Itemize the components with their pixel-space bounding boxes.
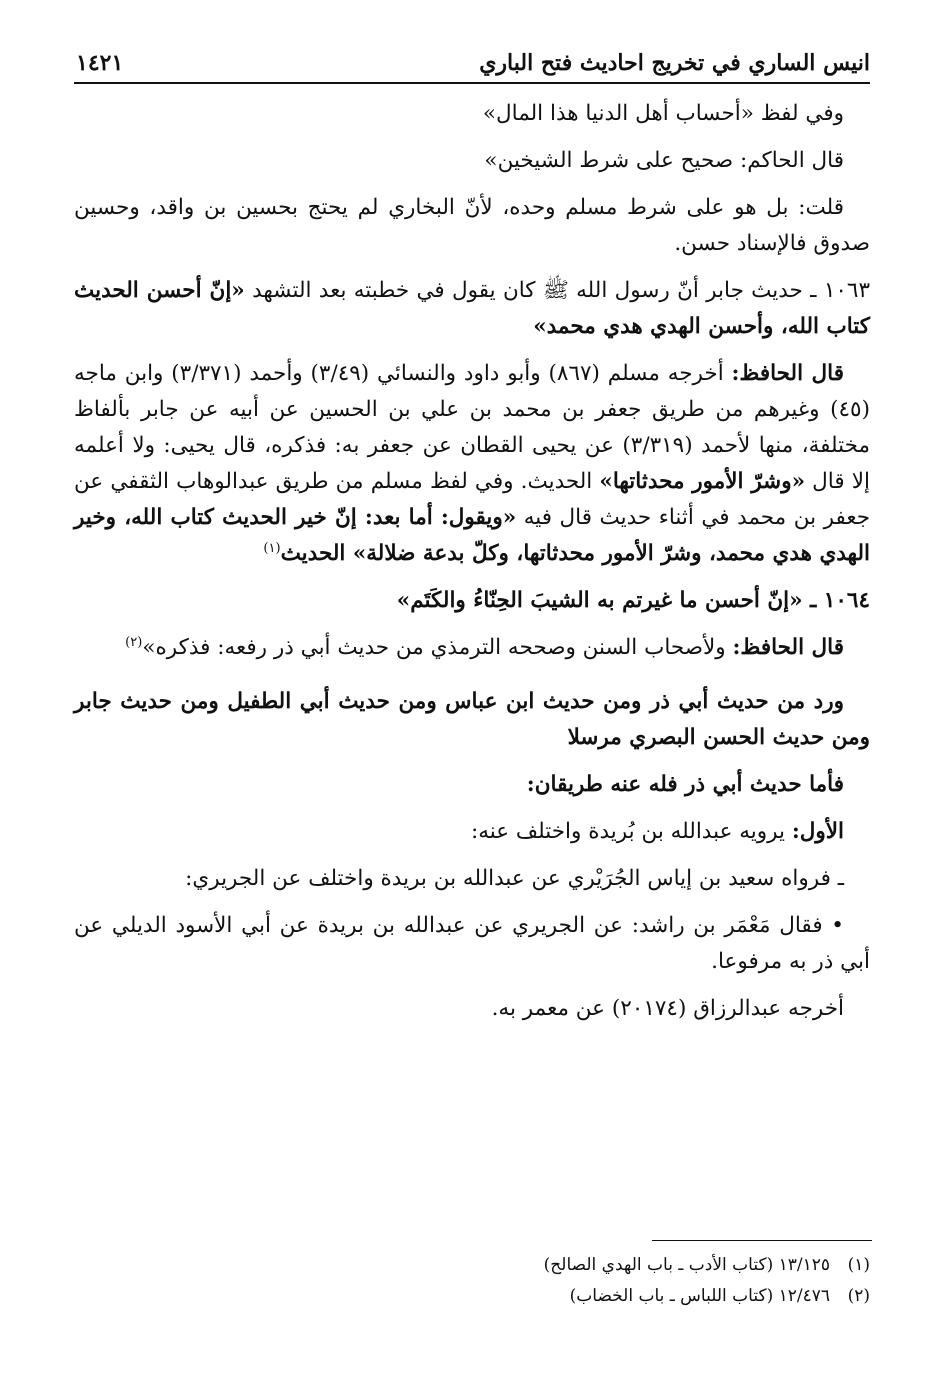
book-title: انيس الساري في تخريج احاديث فتح الباري [479, 50, 870, 76]
page-number: ١٤٢١ [76, 50, 124, 76]
paragraph-awwal: الأول: يرويه عبدالله بن بُريدة واختلف عنه: [470, 819, 844, 844]
paragraph-hafiz-1064: قال الحافظ: ولأصحاب السنن وصححه الترمذي من حديث أبي ذر رفعه: فذكره»$^{(٢)}$ [125, 634, 844, 660]
paragraph-hakim: قال الحاكم: صحيح على شرط الشيخين» [484, 148, 844, 173]
footnote-1: (١)١٣/١٢٥ (كتاب الأدب ـ باب الهدي الصالح) [543, 1255, 870, 1275]
paragraph-abdurrazzaq: أخرجه عبدالرزاق (٢٠١٧٤) عن معمر به. [491, 996, 844, 1021]
paragraph-jurayri: ـ فرواه سعيد بن إياس الجُرَيْري عن عبدالله بن بريدة واختلف عن الجريري: [185, 866, 844, 891]
running-header [76, 40, 870, 76]
footnotes [74, 1250, 870, 1312]
hadith-1063: ١٠٦٣ ـ حديث جابر أنّ رسول الله ﷺ كان يقول في خطبته بعد التشهد «إنّ أحسن الحديث كتاب الله، وأحسن الهدي هدي محمد» [74, 278, 871, 339]
footnote-2: (٢)١٢/٤٧٦ (كتاب اللباس ـ باب الخضاب) [569, 1286, 870, 1306]
paragraph-hafiz-1063: قال الحافظ: أخرجه مسلم (٨٦٧) وأبو داود والنسائي (٣/٤٩) وأحمد (٣/٣٧١) وابن ماجه (٤٥) وغيرهم من طريق جعفر بن محمد بن علي بن الحسين عن أبيه عن جابر بألفاظ مختلفة، منها لأحمد (٣/٣١٩) عن يحيى القطان عن جعفر به: فذكره، قال يحيى: ولا أعلمه إلا قال «وشرّ الأمور محدثاتها» الحديث. وفي لفظ مسلم من طريق عبدالوهاب الثقفي عن جعفر بن محمد في أثناء حديث قال فيه «ويقول: أما بعد: إنّ خير الحديث كتاب الله، وخير الهدي هدي محمد، وشرّ الأمور محدثاتها، وكلّ بدعة ضلالة» الحديث$^{(١)}$ [74, 361, 871, 566]
paragraph-qultu: قلت: بل هو على شرط مسلم وحده، لأنّ البخاري لم يحتج بحسين بن واقد، وحسين صدوق فالإسناد حسن. [74, 195, 870, 256]
footnote-ref-1[interactable]: (١) [263, 540, 281, 556]
main-text [74, 96, 870, 1038]
header-rule [74, 82, 870, 84]
paragraph-lafz: وفي لفظ «أحساب أهل الدنيا هذا المال» [482, 101, 844, 126]
footnote-rule [652, 1240, 872, 1241]
section-heading: ورد من حديث أبي ذر ومن حديث ابن عباس ومن حديث أبي الطفيل ومن حديث جابر ومن حديث الحسن البصري مرسلا [74, 689, 870, 750]
hadith-1064: ١٠٦٤ ـ «إنّ أحسن ما غيرتم به الشيبَ الحِنّاءُ والكَتَم» [396, 588, 870, 613]
footnote-ref-2[interactable]: (٢) [125, 634, 143, 650]
subheading-abu-dharr: فأما حديث أبي ذر فله عنه طريقان: [526, 772, 844, 797]
paragraph-mamar: • فقال مَعْمَر بن راشد: عن الجريري عن عبدالله بن بريدة عن أبي الأسود الديلي عن أبي ذر به مرفوعا. [74, 913, 870, 974]
